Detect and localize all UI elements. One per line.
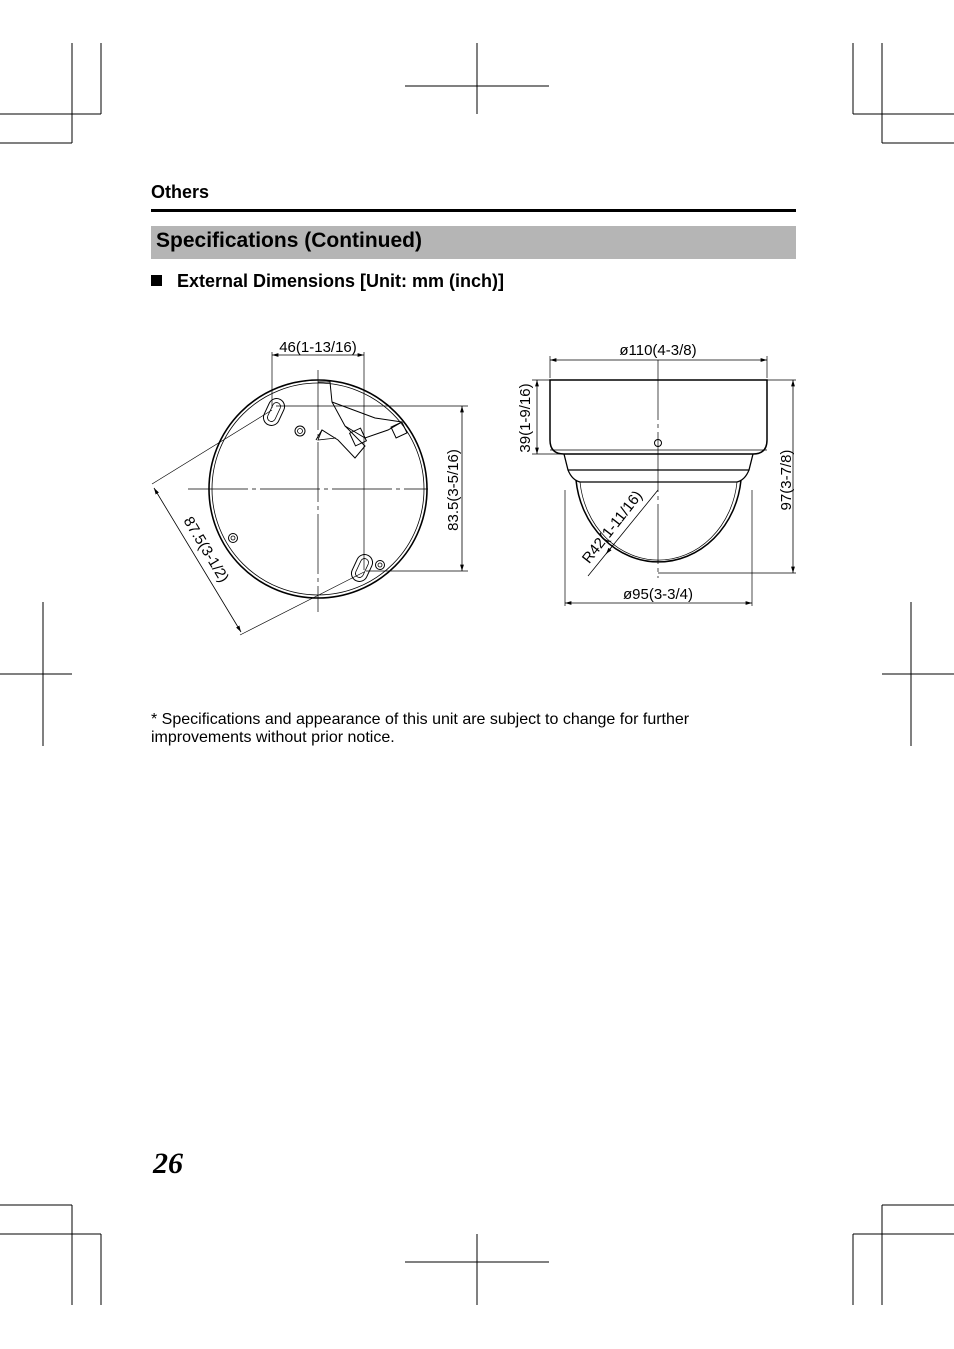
section-label: Others <box>151 182 210 202</box>
bottom-height-label: 83.5(3-5/16) <box>445 449 462 531</box>
side-view <box>532 356 796 606</box>
base-height-label: 39(1-9/16) <box>517 383 534 453</box>
total-height-label: 97(3-7/8) <box>778 449 795 511</box>
subheading-text: External Dimensions [Unit: mm (inch)] <box>177 271 505 291</box>
footnote: * Specifications and appearance of this unit are subject to change for further improvements without prior notice. <box>151 711 690 746</box>
page-title: Specifications (Continued) <box>156 229 423 252</box>
top-diameter-label: ø110(4-3/8) <box>619 342 697 359</box>
radius-label: R42(1-11/16) <box>578 487 647 567</box>
subheading <box>151 271 504 292</box>
title-band <box>151 226 796 259</box>
bottom-view <box>152 352 468 635</box>
bottom-diagonal-label: 87.5(3-1/2) <box>179 513 233 586</box>
header-rule <box>151 209 796 212</box>
dome-diameter-label: ø95(3-3/4) <box>622 586 694 603</box>
page-number: 26 <box>153 1147 183 1180</box>
dimension-diagram <box>140 330 820 650</box>
square-bullet-icon <box>151 275 162 286</box>
bottom-width-label: 46(1-13/16) <box>279 339 357 356</box>
